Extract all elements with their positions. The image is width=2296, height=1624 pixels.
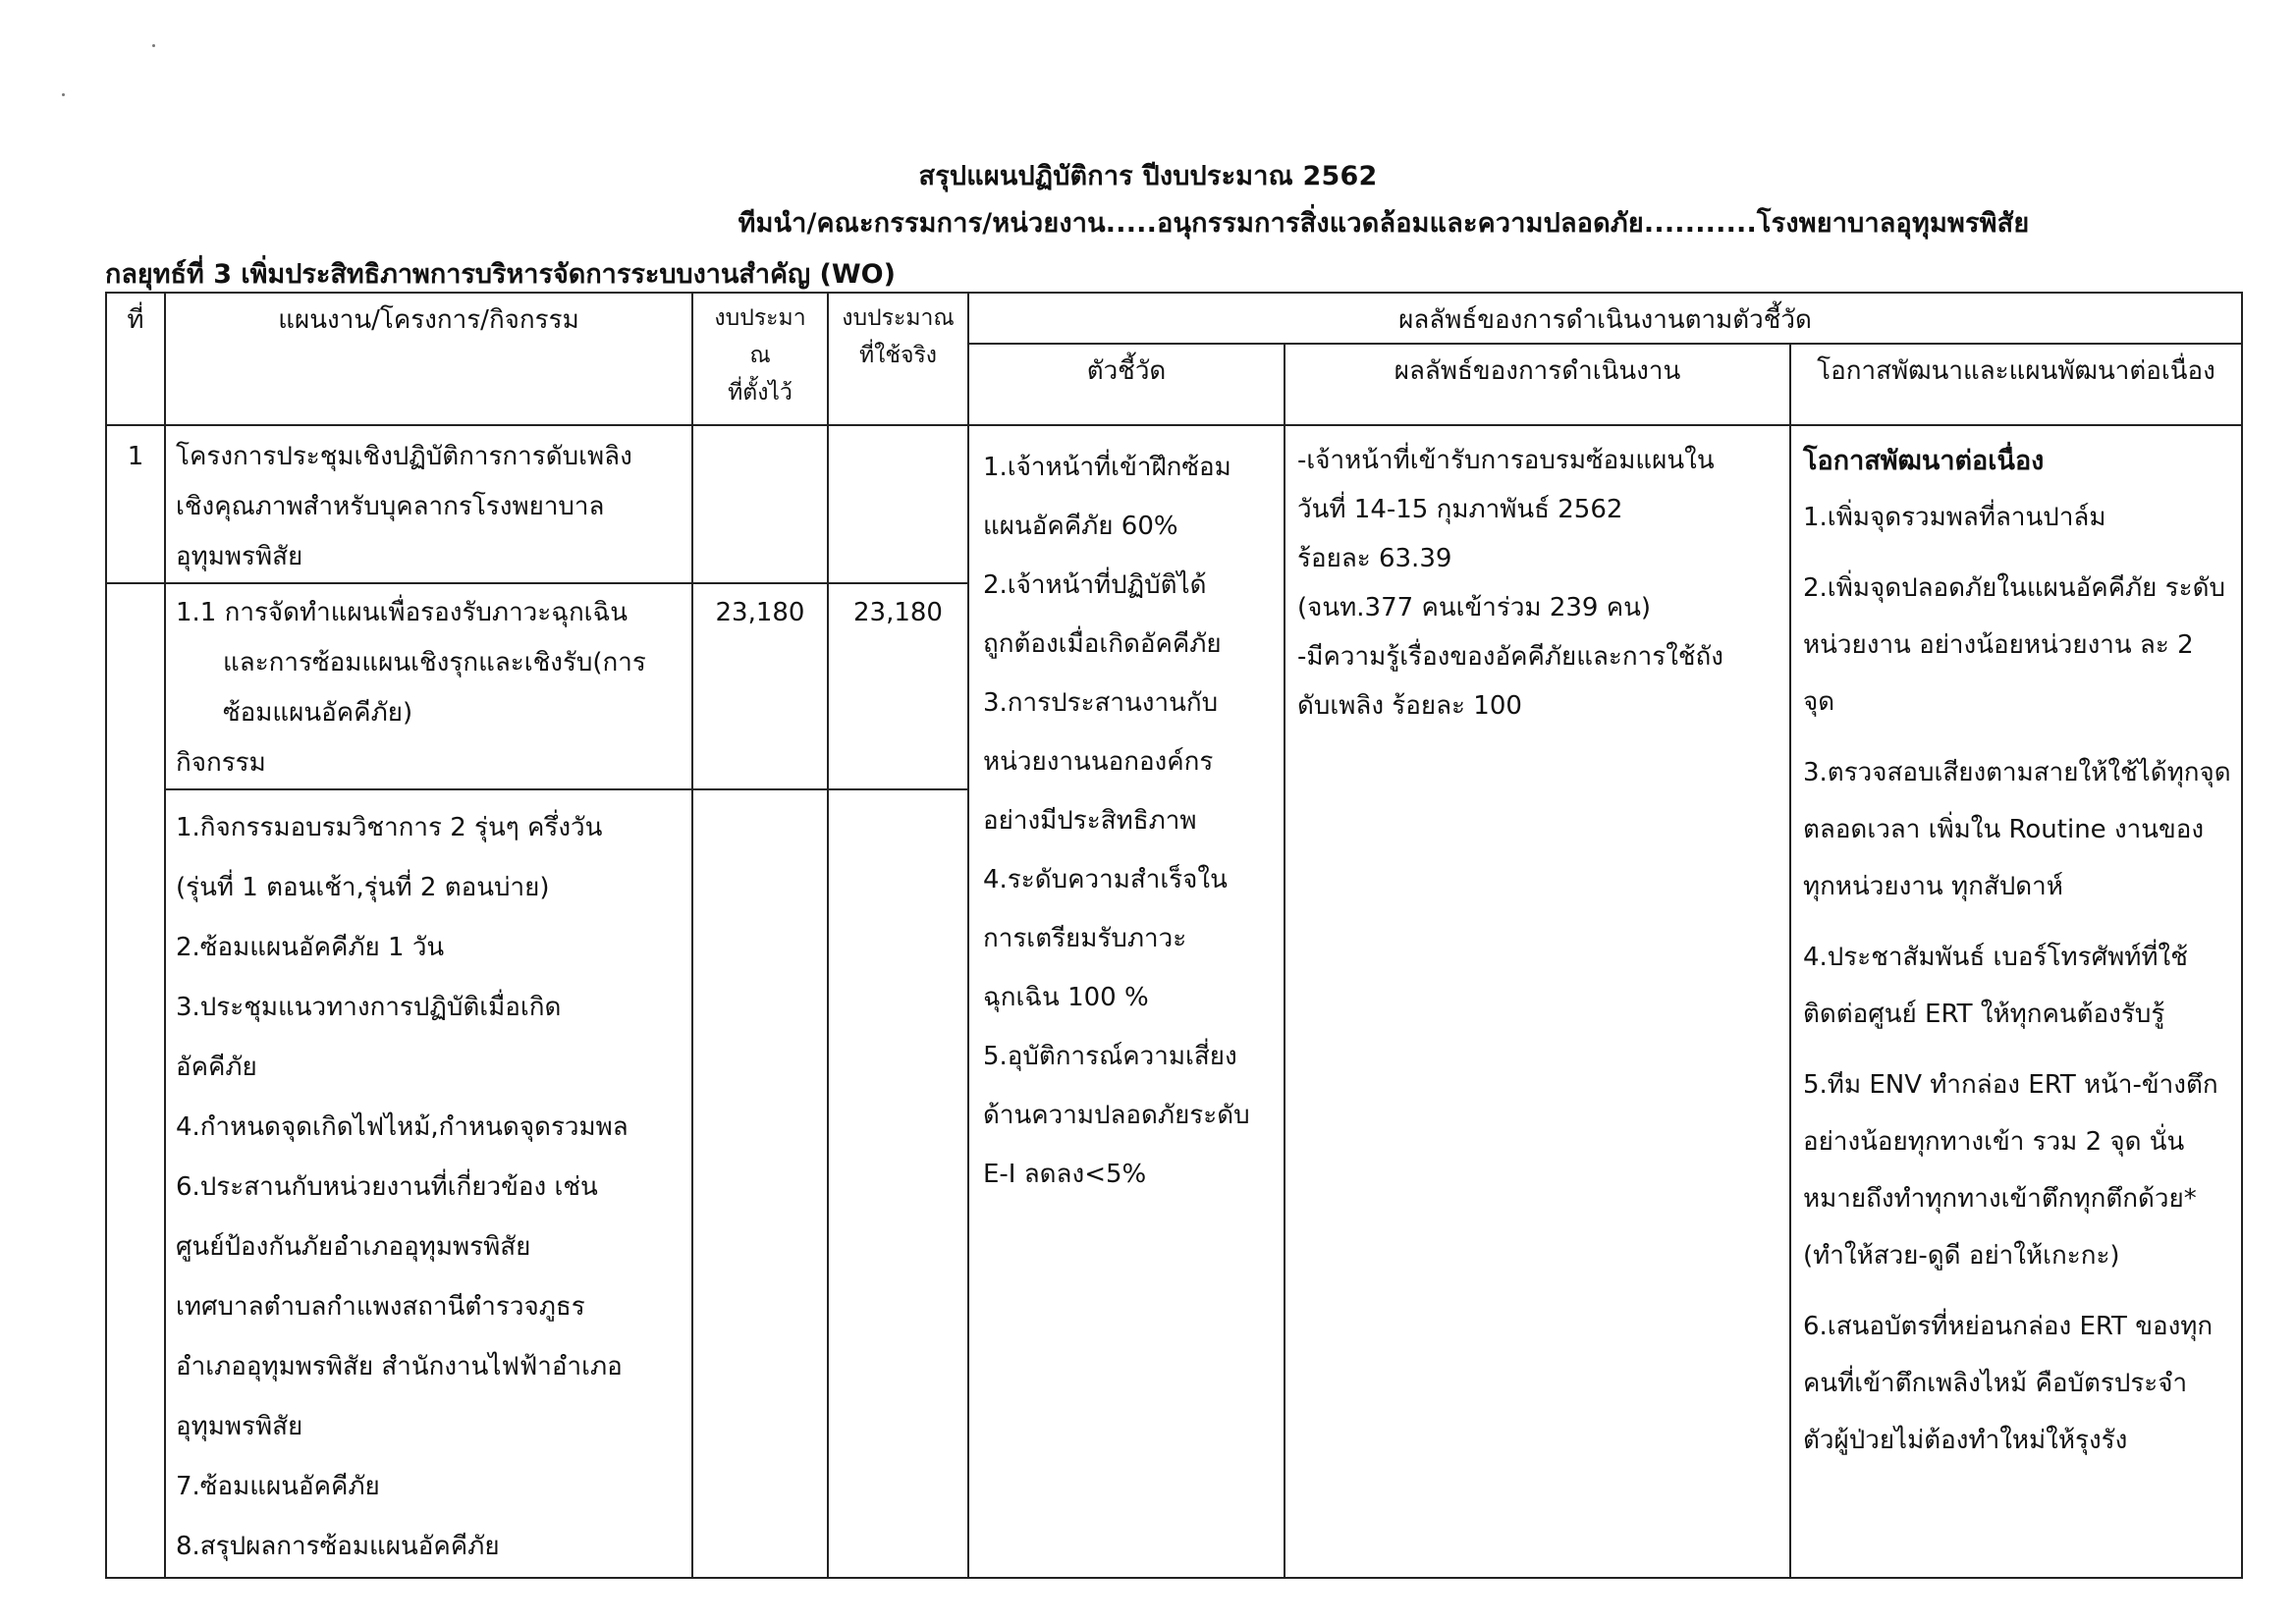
indicators-cell (968, 425, 1285, 1578)
project-budget-set (692, 425, 828, 583)
header-indicator: ตัวชี้วัด (968, 344, 1285, 425)
opportunities-cell (1790, 425, 2242, 1578)
header-budget-set: งบประมา ณ ที่ตั้งไว้ (692, 293, 828, 425)
activity-line: 7.ซ้อมแผนอัคคีภัย (176, 1472, 380, 1501)
indicator-line: หน่วยงานนอกองค์กร (983, 747, 1214, 777)
outcome-line: -มีความรู้เรื่องของอัคคีภัยและการใช้ถัง (1297, 642, 1723, 672)
outcome-line: ร้อยละ 63.39 (1297, 544, 1452, 573)
indicator-line: ฉุกเฉิน 100 % (983, 983, 1149, 1012)
activity-line: อัคคีภัย (176, 1053, 257, 1082)
subproject-line: และการซ้อมแผนเชิงรุกและเชิงรับ(การ (223, 648, 646, 677)
indicator-line: การเตรียมรับภาวะ (983, 924, 1187, 953)
outcome-line: -เจ้าหน้าที่เข้ารับการอบรมซ้อมแผนใน (1297, 446, 1715, 475)
row-number-blank (106, 583, 165, 1578)
opportunity-item: 4.ประชาสัมพันธ์ เบอร์โทรศัพท์ที่ใช้ติดต่อศูนย์ ERT ให้ทุกคนต้องรับรู้ (1803, 943, 2188, 1029)
opportunity-item: 2.เพิ่มจุดปลอดภัยในแผนอัคคีภัย ระดับหน่วยงาน อย่างน้อยหน่วยงาน ละ 2 จุด (1803, 573, 2225, 717)
activity-line: 3.ประชุมแนวทางการปฏิบัติเมื่อเกิด (176, 993, 562, 1022)
outcome-line: วันที่ 14-15 กุมภาพันธ์ 2562 (1297, 495, 1623, 524)
opportunity-title: โอกาสพัฒนาต่อเนื่อง (1803, 446, 2045, 476)
activity-line: เทศบาลตำบลกำแพงสถานีตำรวจภูธร (176, 1292, 585, 1322)
activity-line: 2.ซ้อมแผนอัคคีภัย 1 วัน (176, 933, 445, 962)
outcomes-cell (1285, 425, 1790, 1578)
indicator-line: แผนอัคคีภัย 60% (983, 512, 1178, 541)
activity-line: 8.สรุปผลการซ้อมแผนอัคคีภัย (176, 1532, 500, 1561)
indicator-line: 5.อุบัติการณ์ความเสี่ยง (983, 1042, 1237, 1071)
project-title: โครงการประชุมเชิงปฏิบัติการการดับเพลิง เชิงคุณภาพสำหรับบุคลากรโรงพยาบาล อุทุมพรพิสัย (165, 425, 692, 583)
header-outcome: ผลลัพธ์ของการดำเนินงาน (1285, 344, 1790, 425)
indicator-line: 2.เจ้าหน้าที่ปฏิบัติได้ (983, 570, 1207, 600)
strategy-heading: กลยุทธ์ที่ 3 เพิ่มประสิทธิภาพการบริหารจัดการระบบงานสำคัญ (WO) (105, 259, 896, 290)
activities-budget-set (692, 789, 828, 1578)
activity-line: อุทุมพรพิสัย (176, 1412, 303, 1441)
row-number: 1 (106, 425, 165, 583)
opportunity-item: 1.เพิ่มจุดรวมพลที่ลานปาล์ม (1803, 503, 2106, 532)
project-budget-used (828, 425, 968, 583)
indicator-line: 4.ระดับความสำเร็จใน (983, 865, 1228, 894)
budget-used-value: 23,180 (828, 583, 968, 789)
activity-line: (รุ่นที่ 1 ตอนเช้า,รุ่นที่ 2 ตอนบ่าย) (176, 873, 550, 902)
outcome-line: (จนท.377 คนเข้าร่วม 239 คน) (1297, 593, 1652, 623)
header-budget-used: งบประมาณ ที่ใช้จริง (828, 293, 968, 425)
document-subtitle: ทีมนำ/คณะกรรมการ/หน่วยงาน.....อนุกรรมการสิ่งแวดล้อมและความปลอดภัย...........โรงพยาบาลอุทุมพรพิสัย (738, 208, 2030, 239)
indicator-line: อย่างมีประสิทธิภาพ (983, 806, 1197, 836)
header-plan: แผนงาน/โครงการ/กิจกรรม (165, 293, 692, 425)
outcome-line: ดับเพลิง ร้อยละ 100 (1297, 691, 1522, 721)
activities-cell (165, 789, 692, 1578)
scan-speck (152, 44, 155, 47)
activity-line: อำเภออุทุมพรพิสัย สำนักงานไฟฟ้าอำเภอ (176, 1352, 623, 1381)
indicator-line: 1.เจ้าหน้าที่เข้าฝึกซ้อม (983, 453, 1231, 482)
header-opportunity: โอกาสพัฒนาและแผนพัฒนาต่อเนื่อง (1790, 344, 2242, 425)
header-no: ที่ (106, 293, 165, 425)
header-results-group: ผลลัพธ์ของการดำเนินงานตามตัวชี้วัด (968, 293, 2242, 344)
activity-line: 6.ประสานกับหน่วยงานที่เกี่ยวข้อง เช่น (176, 1172, 598, 1202)
subproject-cell (165, 583, 692, 789)
action-plan-table (105, 292, 2243, 1579)
opportunity-item: 3.ตรวจสอบเสียงตามสายให้ใช้ได้ทุกจุดตลอดเวลา เพิ่มใน Routine งานของทุกหน่วยงาน ทุกสัปดาห์ (1803, 758, 2231, 901)
indicator-line: ถูกต้องเมื่อเกิดอัคคีภัย (983, 629, 1222, 659)
indicator-line: E-I ลดลง<5% (983, 1160, 1147, 1189)
scan-speck (62, 93, 65, 96)
activities-budget-used (828, 789, 968, 1578)
subproject-line: ซ้อมแผนอัคคีภัย) (223, 698, 413, 728)
subproject-line: 1.1 การจัดทำแผนเพื่อรองรับภาวะฉุกเฉิน (176, 598, 629, 627)
document-title: สรุปแผนปฏิบัติการ ปีงบประมาณ 2562 (918, 161, 1378, 191)
activity-line: 4.กำหนดจุดเกิดไฟไหม้,กำหนดจุดรวมพล (176, 1112, 629, 1142)
indicator-line: ด้านความปลอดภัยระดับ (983, 1101, 1250, 1130)
indicator-line: 3.การประสานงานกับ (983, 688, 1219, 718)
opportunity-item: 6.เสนอบัตรที่หย่อนกล่อง ERT ของทุกคนที่เข้าตึกเพลิงไหม้ คือบัตรประจำตัวผู้ป่วยไม่ต้องทำใหม่ให้รุงรัง (1803, 1312, 2214, 1455)
opportunity-item: 5.ทีม ENV ทำกล่อง ERT หน้า-ข้างตึก อย่างน้อยทุกทางเข้า รวม 2 จุด นั่นหมายถึงทำทุกทางเข้าตึกทุกตึกด้วย* (ทำให้สวย-ดูดี อย่าให้เกะกะ) (1803, 1070, 2218, 1271)
activity-label: กิจกรรม (176, 748, 266, 778)
budget-set-value: 23,180 (692, 583, 828, 789)
activity-line: ศูนย์ป้องกันภัยอำเภออุทุมพรพิสัย (176, 1232, 531, 1262)
activity-line: 1.กิจกรรมอบรมวิชาการ 2 รุ่นๆ ครึ่งวัน (176, 813, 603, 842)
